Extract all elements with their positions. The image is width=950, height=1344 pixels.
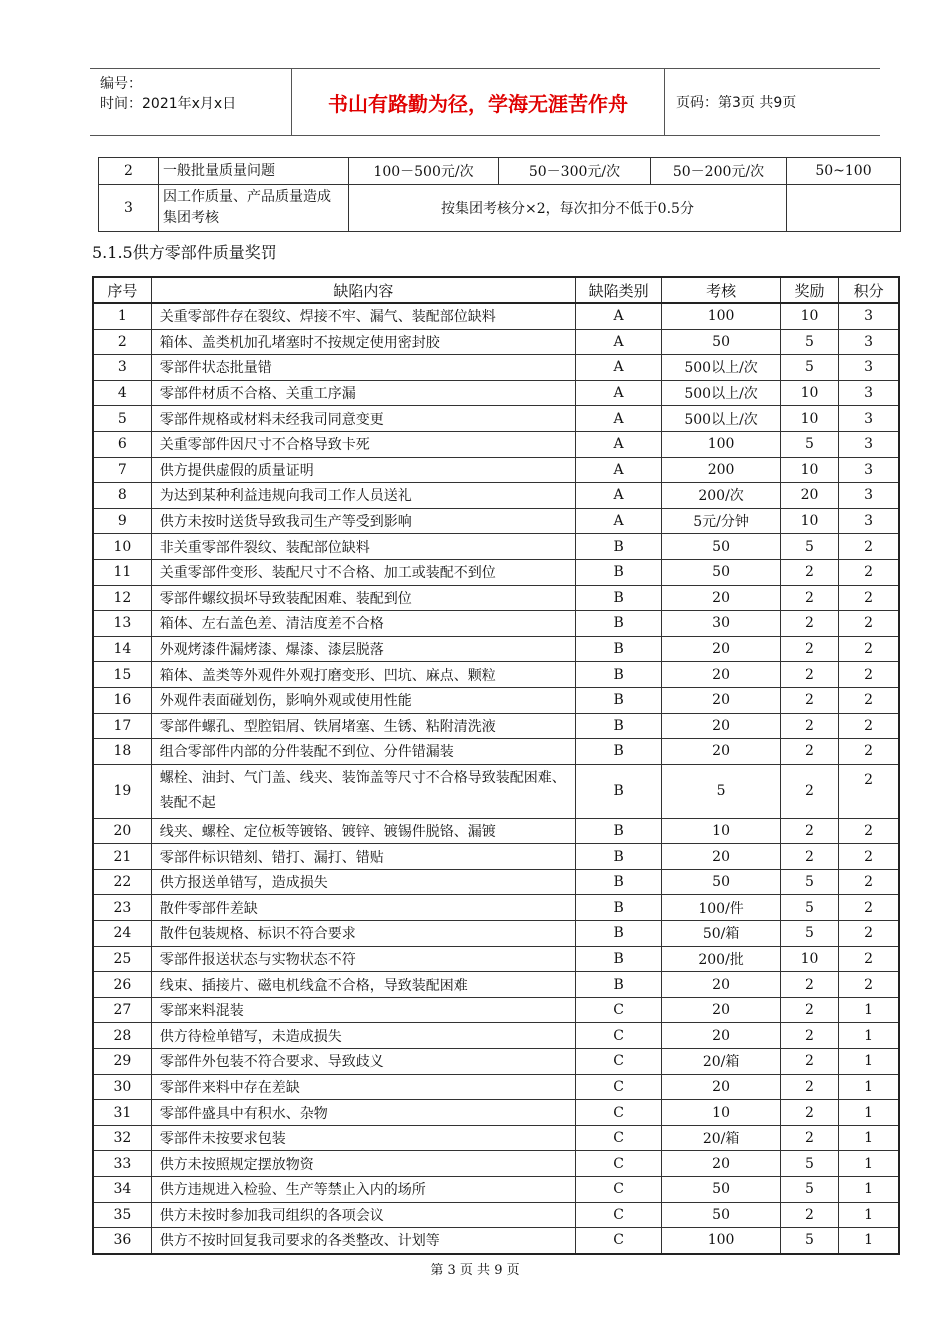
assessment-value: 20 xyxy=(662,585,781,611)
defect-content: 外观烤漆件漏烤漆、爆漆、漆层脱落 xyxy=(151,636,575,662)
header-time: 时间：2021年x月x日 xyxy=(100,96,237,112)
defect-content: 供方提供虚假的质量证明 xyxy=(151,457,575,483)
defect-category: A xyxy=(575,355,661,381)
row-number: 17 xyxy=(93,713,151,739)
reward-value: 2 xyxy=(780,1074,838,1100)
reward-value: 2 xyxy=(780,818,838,844)
defect-category: B xyxy=(575,687,661,713)
reward-value: 5 xyxy=(780,1177,838,1203)
row-number: 31 xyxy=(93,1100,151,1126)
defect-category: B xyxy=(575,534,661,560)
defect-category: B xyxy=(575,818,661,844)
assessment-value: 5元/分钟 xyxy=(662,508,781,534)
score-value: 3 xyxy=(839,483,899,509)
reward-value: 5 xyxy=(780,355,838,381)
header-bottom-rule xyxy=(90,135,880,136)
defect-category: C xyxy=(575,1023,661,1049)
row-number: 15 xyxy=(93,662,151,688)
reward-value: 5 xyxy=(780,895,838,921)
row-number: 24 xyxy=(93,921,151,947)
score-value: 2 xyxy=(839,611,899,637)
defect-content: 为达到某种利益违规向我司工作人员送礼 xyxy=(151,483,575,509)
reward-value: 10 xyxy=(780,380,838,406)
merged-penalty-cell: 按集团考核分×2，每次扣分不低于0.5分 xyxy=(349,185,787,232)
defect-category: C xyxy=(575,1074,661,1100)
table-row xyxy=(93,895,899,921)
score-value: 2 xyxy=(839,818,899,844)
row-number: 16 xyxy=(93,687,151,713)
header-top-rule xyxy=(90,68,880,69)
penalty-cell xyxy=(787,185,901,232)
table-row xyxy=(93,687,899,713)
defect-category: B xyxy=(575,869,661,895)
reward-value: 2 xyxy=(780,713,838,739)
row-number: 5 xyxy=(93,406,151,432)
row-number: 35 xyxy=(93,1202,151,1228)
score-value: 3 xyxy=(839,406,899,432)
penalty-cell: 100－500元/次 xyxy=(349,158,499,185)
table-row xyxy=(93,431,899,457)
defect-content: 螺栓、油封、气门盖、线夹、装饰盖等尺寸不合格导致装配困难、装配不起 xyxy=(151,764,575,818)
defect-content: 线夹、螺栓、定位板等镀铬、镀锌、镀锡件脱铬、漏镀 xyxy=(151,818,575,844)
reward-value: 10 xyxy=(780,406,838,432)
score-value: 2 xyxy=(839,636,899,662)
score-value: 2 xyxy=(839,585,899,611)
reward-value: 20 xyxy=(780,483,838,509)
table-row xyxy=(93,764,899,818)
assessment-value: 10 xyxy=(662,1100,781,1126)
assessment-value: 20 xyxy=(662,713,781,739)
row-number: 6 xyxy=(93,431,151,457)
row-number: 9 xyxy=(93,508,151,534)
defect-category: A xyxy=(575,380,661,406)
table-row xyxy=(99,158,901,185)
defect-category: B xyxy=(575,585,661,611)
row-number: 20 xyxy=(93,818,151,844)
section-title: 5.1.5供方零部件质量奖罚 xyxy=(92,243,277,262)
defect-content: 零部件材质不合格、关重工序漏 xyxy=(151,380,575,406)
reward-value: 5 xyxy=(780,869,838,895)
defect-content: 零部件报送状态与实物状态不符 xyxy=(151,946,575,972)
defect-content: 线束、插接片、磁电机线盒不合格，导致装配困难 xyxy=(151,972,575,998)
reward-value: 2 xyxy=(780,585,838,611)
assessment-value: 5 xyxy=(662,764,781,818)
score-value: 1 xyxy=(839,1023,899,1049)
row-number: 12 xyxy=(93,585,151,611)
defect-content: 零部来料混装 xyxy=(151,997,575,1023)
defect-content: 关重零部件因尺寸不合格导致卡死 xyxy=(151,431,575,457)
reward-value: 5 xyxy=(780,431,838,457)
assessment-value: 50 xyxy=(662,534,781,560)
continuation-table xyxy=(98,157,901,232)
row-number: 14 xyxy=(93,636,151,662)
assessment-value: 20/箱 xyxy=(662,1125,781,1151)
defect-content: 外观件表面碰划伤，影响外观或使用性能 xyxy=(151,687,575,713)
column-header: 序号 xyxy=(93,277,151,303)
table-row xyxy=(93,380,899,406)
row-number: 4 xyxy=(93,380,151,406)
defect-content: 供方未按时送货导致我司生产等受到影响 xyxy=(151,508,575,534)
row-number: 3 xyxy=(93,355,151,381)
reward-value: 2 xyxy=(780,1100,838,1126)
reward-value: 10 xyxy=(780,946,838,972)
table-row xyxy=(93,1151,899,1177)
reward-value: 2 xyxy=(780,739,838,765)
assessment-value: 50/箱 xyxy=(662,921,781,947)
assessment-value: 10 xyxy=(662,818,781,844)
table-row xyxy=(93,972,899,998)
reward-value: 5 xyxy=(780,921,838,947)
table-row xyxy=(93,921,899,947)
reward-value: 10 xyxy=(780,508,838,534)
defect-category: A xyxy=(575,329,661,355)
score-value: 1 xyxy=(839,997,899,1023)
assessment-value: 20 xyxy=(662,687,781,713)
defect-content: 零部件状态批量错 xyxy=(151,355,575,381)
table-row xyxy=(93,1125,899,1151)
row-number: 21 xyxy=(93,844,151,870)
row-number: 8 xyxy=(93,483,151,509)
score-value: 3 xyxy=(839,355,899,381)
defect-category: B xyxy=(575,946,661,972)
defect-content: 零部件螺孔、型腔铝屑、铁屑堵塞、生锈、粘附清洗液 xyxy=(151,713,575,739)
assessment-value: 500以上/次 xyxy=(662,355,781,381)
defect-content: 零部件外包装不符合要求、导致歧义 xyxy=(151,1049,575,1075)
table-row xyxy=(93,406,899,432)
score-value: 2 xyxy=(839,687,899,713)
table-row xyxy=(93,997,899,1023)
score-value: 3 xyxy=(839,508,899,534)
score-value: 1 xyxy=(839,1074,899,1100)
score-value: 2 xyxy=(839,534,899,560)
defect-content: 供方未按照规定摆放物资 xyxy=(151,1151,575,1177)
assessment-value: 30 xyxy=(662,611,781,637)
defect-content: 组合零部件内部的分件装配不到位、分件错漏装 xyxy=(151,739,575,765)
row-number: 29 xyxy=(93,1049,151,1075)
table-row xyxy=(93,869,899,895)
defect-category: A xyxy=(575,406,661,432)
score-value: 3 xyxy=(839,303,899,329)
reward-value: 5 xyxy=(780,329,838,355)
defect-category: A xyxy=(575,303,661,329)
defect-category: C xyxy=(575,1125,661,1151)
assessment-value: 200 xyxy=(662,457,781,483)
row-number: 33 xyxy=(93,1151,151,1177)
supplier-quality-table xyxy=(92,276,900,1255)
defect-content: 散件包装规格、标识不符合要求 xyxy=(151,921,575,947)
score-value: 1 xyxy=(839,1177,899,1203)
reward-value: 2 xyxy=(780,687,838,713)
row-number: 19 xyxy=(93,764,151,818)
table-row xyxy=(99,185,901,232)
assessment-value: 50 xyxy=(662,1177,781,1203)
row-number: 32 xyxy=(93,1125,151,1151)
score-value: 1 xyxy=(839,1151,899,1177)
score-value: 3 xyxy=(839,431,899,457)
penalty-cell: 50－200元/次 xyxy=(651,158,787,185)
defect-content: 供方违规进入检验、生产等禁止入内的场所 xyxy=(151,1177,575,1203)
score-value: 2 xyxy=(839,946,899,972)
table-row xyxy=(93,844,899,870)
score-value: 3 xyxy=(839,457,899,483)
row-number: 3 xyxy=(99,185,159,232)
table-row xyxy=(93,713,899,739)
assessment-value: 20 xyxy=(662,1023,781,1049)
reward-value: 10 xyxy=(780,457,838,483)
defect-category: C xyxy=(575,1202,661,1228)
defect-content: 零部件盛具中有积水、杂物 xyxy=(151,1100,575,1126)
row-number: 26 xyxy=(93,972,151,998)
row-content: 一般批量质量问题 xyxy=(159,158,349,185)
reward-value: 2 xyxy=(780,1023,838,1049)
penalty-cell: 50－300元/次 xyxy=(499,158,651,185)
row-number: 30 xyxy=(93,1074,151,1100)
defect-content: 箱体、盖类等外观件外观打磨变形、凹坑、麻点、颗粒 xyxy=(151,662,575,688)
reward-value: 10 xyxy=(780,303,838,329)
defect-category: C xyxy=(575,997,661,1023)
row-number: 11 xyxy=(93,559,151,585)
assessment-value: 50 xyxy=(662,1202,781,1228)
defect-category: B xyxy=(575,844,661,870)
row-number: 7 xyxy=(93,457,151,483)
row-number: 23 xyxy=(93,895,151,921)
defect-content: 箱体、盖类机加孔堵塞时不按规定使用密封胶 xyxy=(151,329,575,355)
defect-category: C xyxy=(575,1100,661,1126)
reward-value: 2 xyxy=(780,1125,838,1151)
column-header: 积分 xyxy=(839,277,899,303)
assessment-value: 20 xyxy=(662,739,781,765)
defect-category: C xyxy=(575,1151,661,1177)
table-row xyxy=(93,611,899,637)
penalty-cell: 50~100 xyxy=(787,158,901,185)
assessment-value: 20 xyxy=(662,662,781,688)
table-row xyxy=(93,1228,899,1254)
row-number: 18 xyxy=(93,739,151,765)
table-row xyxy=(93,662,899,688)
assessment-value: 50 xyxy=(662,869,781,895)
defect-category: B xyxy=(575,972,661,998)
reward-value: 2 xyxy=(780,611,838,637)
assessment-value: 200/次 xyxy=(662,483,781,509)
table-row xyxy=(93,1202,899,1228)
reward-value: 2 xyxy=(780,636,838,662)
table-row xyxy=(93,739,899,765)
reward-value: 2 xyxy=(780,559,838,585)
score-value: 3 xyxy=(839,329,899,355)
reward-value: 2 xyxy=(780,764,838,818)
score-value: 1 xyxy=(839,1125,899,1151)
row-content: 因工作质量、产品质量造成集团考核 xyxy=(159,185,349,232)
reward-value: 2 xyxy=(780,972,838,998)
assessment-value: 20 xyxy=(662,972,781,998)
score-value: 3 xyxy=(839,380,899,406)
row-number: 36 xyxy=(93,1228,151,1254)
table-row xyxy=(93,946,899,972)
score-value: 2 xyxy=(839,844,899,870)
header-divider xyxy=(664,68,665,135)
assessment-value: 100/件 xyxy=(662,895,781,921)
table-row xyxy=(93,636,899,662)
assessment-value: 20/箱 xyxy=(662,1049,781,1075)
table-row xyxy=(93,585,899,611)
defect-category: A xyxy=(575,508,661,534)
table-row xyxy=(93,483,899,509)
score-value: 2 xyxy=(839,895,899,921)
row-number: 25 xyxy=(93,946,151,972)
defect-category: B xyxy=(575,636,661,662)
defect-content: 关重零部件变形、装配尺寸不合格、加工或装配不到位 xyxy=(151,559,575,585)
row-number: 13 xyxy=(93,611,151,637)
assessment-value: 500以上/次 xyxy=(662,406,781,432)
table-row xyxy=(93,355,899,381)
table-row xyxy=(93,1074,899,1100)
score-value: 2 xyxy=(839,713,899,739)
table-row xyxy=(93,457,899,483)
defect-category: B xyxy=(575,895,661,921)
assessment-value: 20 xyxy=(662,1151,781,1177)
table-row xyxy=(93,303,899,329)
reward-value: 2 xyxy=(780,662,838,688)
table-row xyxy=(93,1023,899,1049)
defect-content: 供方不按时回复我司要求的各类整改、计划等 xyxy=(151,1228,575,1254)
assessment-value: 50 xyxy=(662,559,781,585)
table-row xyxy=(93,329,899,355)
score-value: 2 xyxy=(839,559,899,585)
score-value: 1 xyxy=(839,1049,899,1075)
score-value: 2 xyxy=(839,764,899,818)
defect-content: 箱体、左右盖色差、清洁度差不合格 xyxy=(151,611,575,637)
defect-category: B xyxy=(575,713,661,739)
score-value: 1 xyxy=(839,1202,899,1228)
table-row xyxy=(93,559,899,585)
row-number: 34 xyxy=(93,1177,151,1203)
assessment-value: 20 xyxy=(662,1074,781,1100)
column-header: 缺陷类别 xyxy=(575,277,661,303)
header-motto: 书山有路勤为径，学海无涯苦作舟 xyxy=(328,92,628,116)
reward-value: 5 xyxy=(780,534,838,560)
assessment-value: 100 xyxy=(662,303,781,329)
table-row xyxy=(93,508,899,534)
score-value: 1 xyxy=(839,1228,899,1254)
header-page-number: 页码：第3页 共9页 xyxy=(676,95,797,111)
column-header: 考核 xyxy=(662,277,781,303)
assessment-value: 50 xyxy=(662,329,781,355)
defect-content: 供方未按时参加我司组织的各项会议 xyxy=(151,1202,575,1228)
table-row xyxy=(93,1100,899,1126)
defect-category: B xyxy=(575,559,661,585)
defect-category: C xyxy=(575,1049,661,1075)
assessment-value: 20 xyxy=(662,636,781,662)
defect-content: 零部件来料中存在差缺 xyxy=(151,1074,575,1100)
defect-content: 非关重零部件裂纹、装配部位缺料 xyxy=(151,534,575,560)
row-number: 28 xyxy=(93,1023,151,1049)
defect-category: B xyxy=(575,764,661,818)
row-number: 2 xyxy=(93,329,151,355)
header-meta xyxy=(100,74,236,114)
defect-category: C xyxy=(575,1177,661,1203)
column-header: 奖励 xyxy=(780,277,838,303)
table-header-row xyxy=(93,277,899,303)
defect-category: A xyxy=(575,457,661,483)
score-value: 2 xyxy=(839,921,899,947)
defect-content: 供方报送单错写，造成损失 xyxy=(151,869,575,895)
defect-category: B xyxy=(575,739,661,765)
assessment-value: 100 xyxy=(662,1228,781,1254)
defect-content: 关重零部件存在裂纹、焊接不牢、漏气、装配部位缺料 xyxy=(151,303,575,329)
defect-category: C xyxy=(575,1228,661,1254)
defect-category: A xyxy=(575,483,661,509)
defect-category: B xyxy=(575,611,661,637)
table-row xyxy=(93,534,899,560)
table-row xyxy=(93,1177,899,1203)
row-number: 10 xyxy=(93,534,151,560)
reward-value: 2 xyxy=(780,1049,838,1075)
column-header: 缺陷内容 xyxy=(151,277,575,303)
table-row xyxy=(93,818,899,844)
defect-content: 零部件螺纹损坏导致装配困难、装配到位 xyxy=(151,585,575,611)
assessment-value: 500以上/次 xyxy=(662,380,781,406)
score-value: 1 xyxy=(839,1100,899,1126)
assessment-value: 100 xyxy=(662,431,781,457)
row-number: 1 xyxy=(93,303,151,329)
row-number: 22 xyxy=(93,869,151,895)
assessment-value: 20 xyxy=(662,997,781,1023)
assessment-value: 20 xyxy=(662,844,781,870)
row-number: 27 xyxy=(93,997,151,1023)
score-value: 2 xyxy=(839,869,899,895)
assessment-value: 200/批 xyxy=(662,946,781,972)
table-row xyxy=(93,1049,899,1075)
defect-content: 散件零部件差缺 xyxy=(151,895,575,921)
defect-category: A xyxy=(575,431,661,457)
defect-content: 零部件未按要求包装 xyxy=(151,1125,575,1151)
defect-content: 零部件规格或材料未经我司同意变更 xyxy=(151,406,575,432)
score-value: 2 xyxy=(839,972,899,998)
defect-content: 零部件标识错刻、错打、漏打、错贴 xyxy=(151,844,575,870)
header-number: 编号： xyxy=(100,76,142,92)
defect-category: B xyxy=(575,921,661,947)
page-footer: 第 3 页 共 9 页 xyxy=(430,1263,520,1278)
defect-category: B xyxy=(575,662,661,688)
reward-value: 2 xyxy=(780,1202,838,1228)
reward-value: 5 xyxy=(780,1151,838,1177)
score-value: 2 xyxy=(839,662,899,688)
score-value: 2 xyxy=(839,739,899,765)
defect-content: 供方待检单错写，未造成损失 xyxy=(151,1023,575,1049)
reward-value: 5 xyxy=(780,1228,838,1254)
row-number: 2 xyxy=(99,158,159,185)
reward-value: 2 xyxy=(780,844,838,870)
reward-value: 2 xyxy=(780,997,838,1023)
